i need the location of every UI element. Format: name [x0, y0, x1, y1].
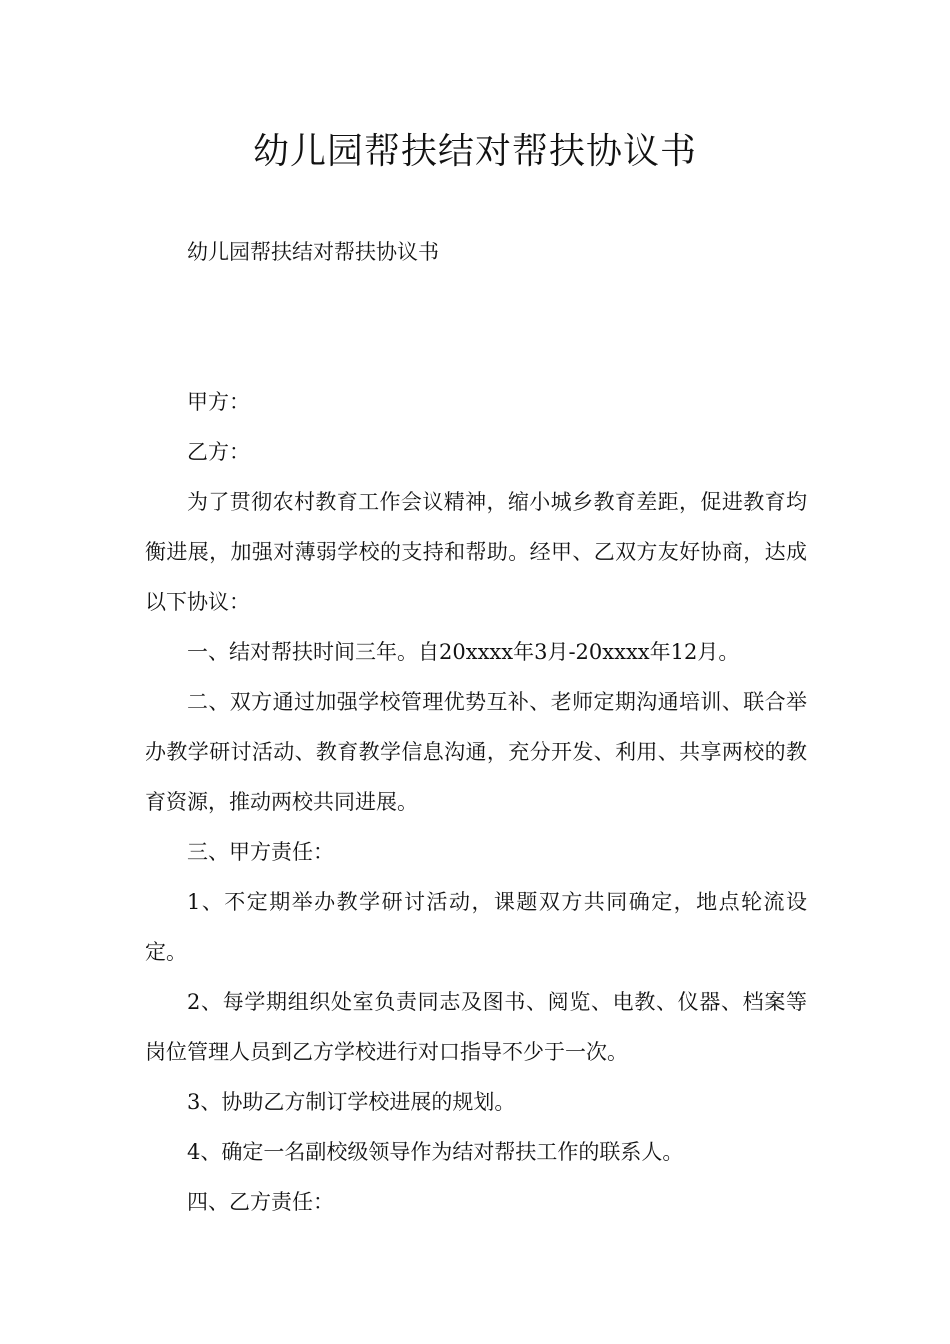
clause-three-heading: 三、甲方责任： — [187, 840, 334, 864]
party-a-duty-4: 4、确定一名副校级领导作为结对帮扶工作的联系人。 — [187, 1140, 684, 1164]
clause-four-heading: 四、乙方责任： — [187, 1190, 334, 1214]
document-title: 幼儿园帮扶结对帮扶协议书 — [252, 131, 697, 172]
party-a-line: 甲方： — [187, 390, 250, 414]
party-b-line: 乙方： — [187, 440, 250, 464]
party-a-duty-1: 1、不定期举办教学研讨活动，课题双方共同确定，地点轮流设定。 — [145, 890, 807, 964]
clause-two: 二、双方通过加强学校管理优势互补、老师定期沟通培训、联合举办教学研讨活动、教育教学信息沟通，充分开发、利用、共享两校的教育资源，推动两校共同进展。 — [145, 690, 807, 814]
preamble-paragraph: 为了贯彻农村教育工作会议精神，缩小城乡教育差距，促进教育均衡进展，加强对薄弱学校的支持和帮助。经甲、乙双方友好协商，达成以下协议： — [145, 490, 807, 614]
document-body — [145, 227, 807, 1227]
document-subtitle: 幼儿园帮扶结对帮扶协议书 — [187, 240, 439, 264]
party-a-duty-2: 2、每学期组织处室负责同志及图书、阅览、电教、仪器、档案等岗位管理人员到乙方学校进行对口指导不少于一次。 — [145, 990, 807, 1064]
party-a-duty-3: 3、协助乙方制订学校进展的规划。 — [187, 1090, 516, 1114]
clause-one: 一、结对帮扶时间三年。自20xxxx年3月-20xxxx年12月。 — [187, 640, 740, 664]
